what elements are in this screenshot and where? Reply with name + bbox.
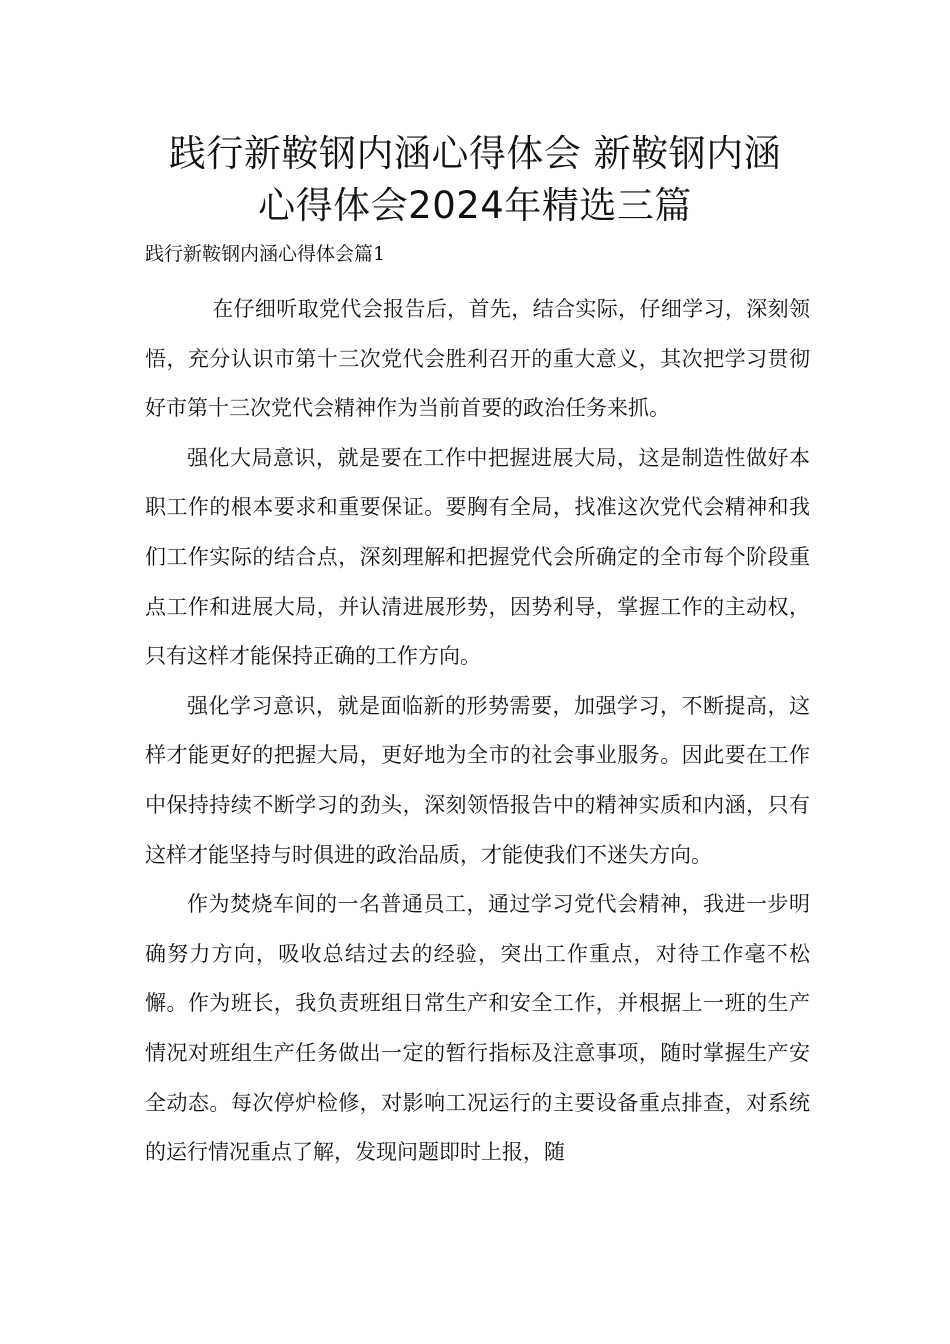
document-body: [145, 285, 810, 1178]
section-heading: 践行新鞍钢内涵心得体会篇1: [145, 243, 386, 265]
paragraph-4: 作为焚烧车间的一名普通员工，通过学习党代会精神，我进一步明确努力方向，吸收总结过去的经验，突出工作重点，对待工作毫不松懈。作为班长，我负责班组日常生产和安全工作，并根据上一班的生产情况对班组生产任务做出一定的暂行指标及注意事项，随时掌握生产安全动态。每次停炉检修，对影响工况运行的主要设备重点排查，对系统的运行情况重点了解，发现问题即时上报，随: [145, 892, 810, 1165]
paragraph-1: 在仔细听取党代会报告后，首先，结合实际，仔细学习，深刻领悟，充分认识市第十三次党代会胜利召开的重大意义，其次把学习贯彻好市第十三次党代会精神作为当前首要的政治任务来抓。: [145, 297, 810, 421]
paragraph-2: 强化大局意识，就是要在工作中把握进展大局，这是制造性做好本职工作的根本要求和重要保证。要胸有全局，找准这次党代会精神和我们工作实际的结合点，深刻理解和把握党代会所确定的全市每个阶段重点工作和进展大局，并认清进展形势，因势利导，掌握工作的主动权，只有这样才能保持正确的工作方向。: [145, 445, 810, 669]
document-title: [130, 128, 820, 232]
title-line-1: 践行新鞍钢内涵心得体会 新鞍钢内涵: [168, 132, 782, 175]
paragraph-3: 强化学习意识，就是面临新的形势需要，加强学习，不断提高，这样才能更好的把握大局，更好地为全市的社会事业服务。因此要在工作中保持持续不断学习的劲头，深刻领悟报告中的精神实质和内涵，只有这样才能坚持与时俱进的政治品质，才能使我们不迷失方向。: [145, 693, 810, 867]
title-line-2: 心得体会2024年精选三篇: [258, 184, 692, 227]
